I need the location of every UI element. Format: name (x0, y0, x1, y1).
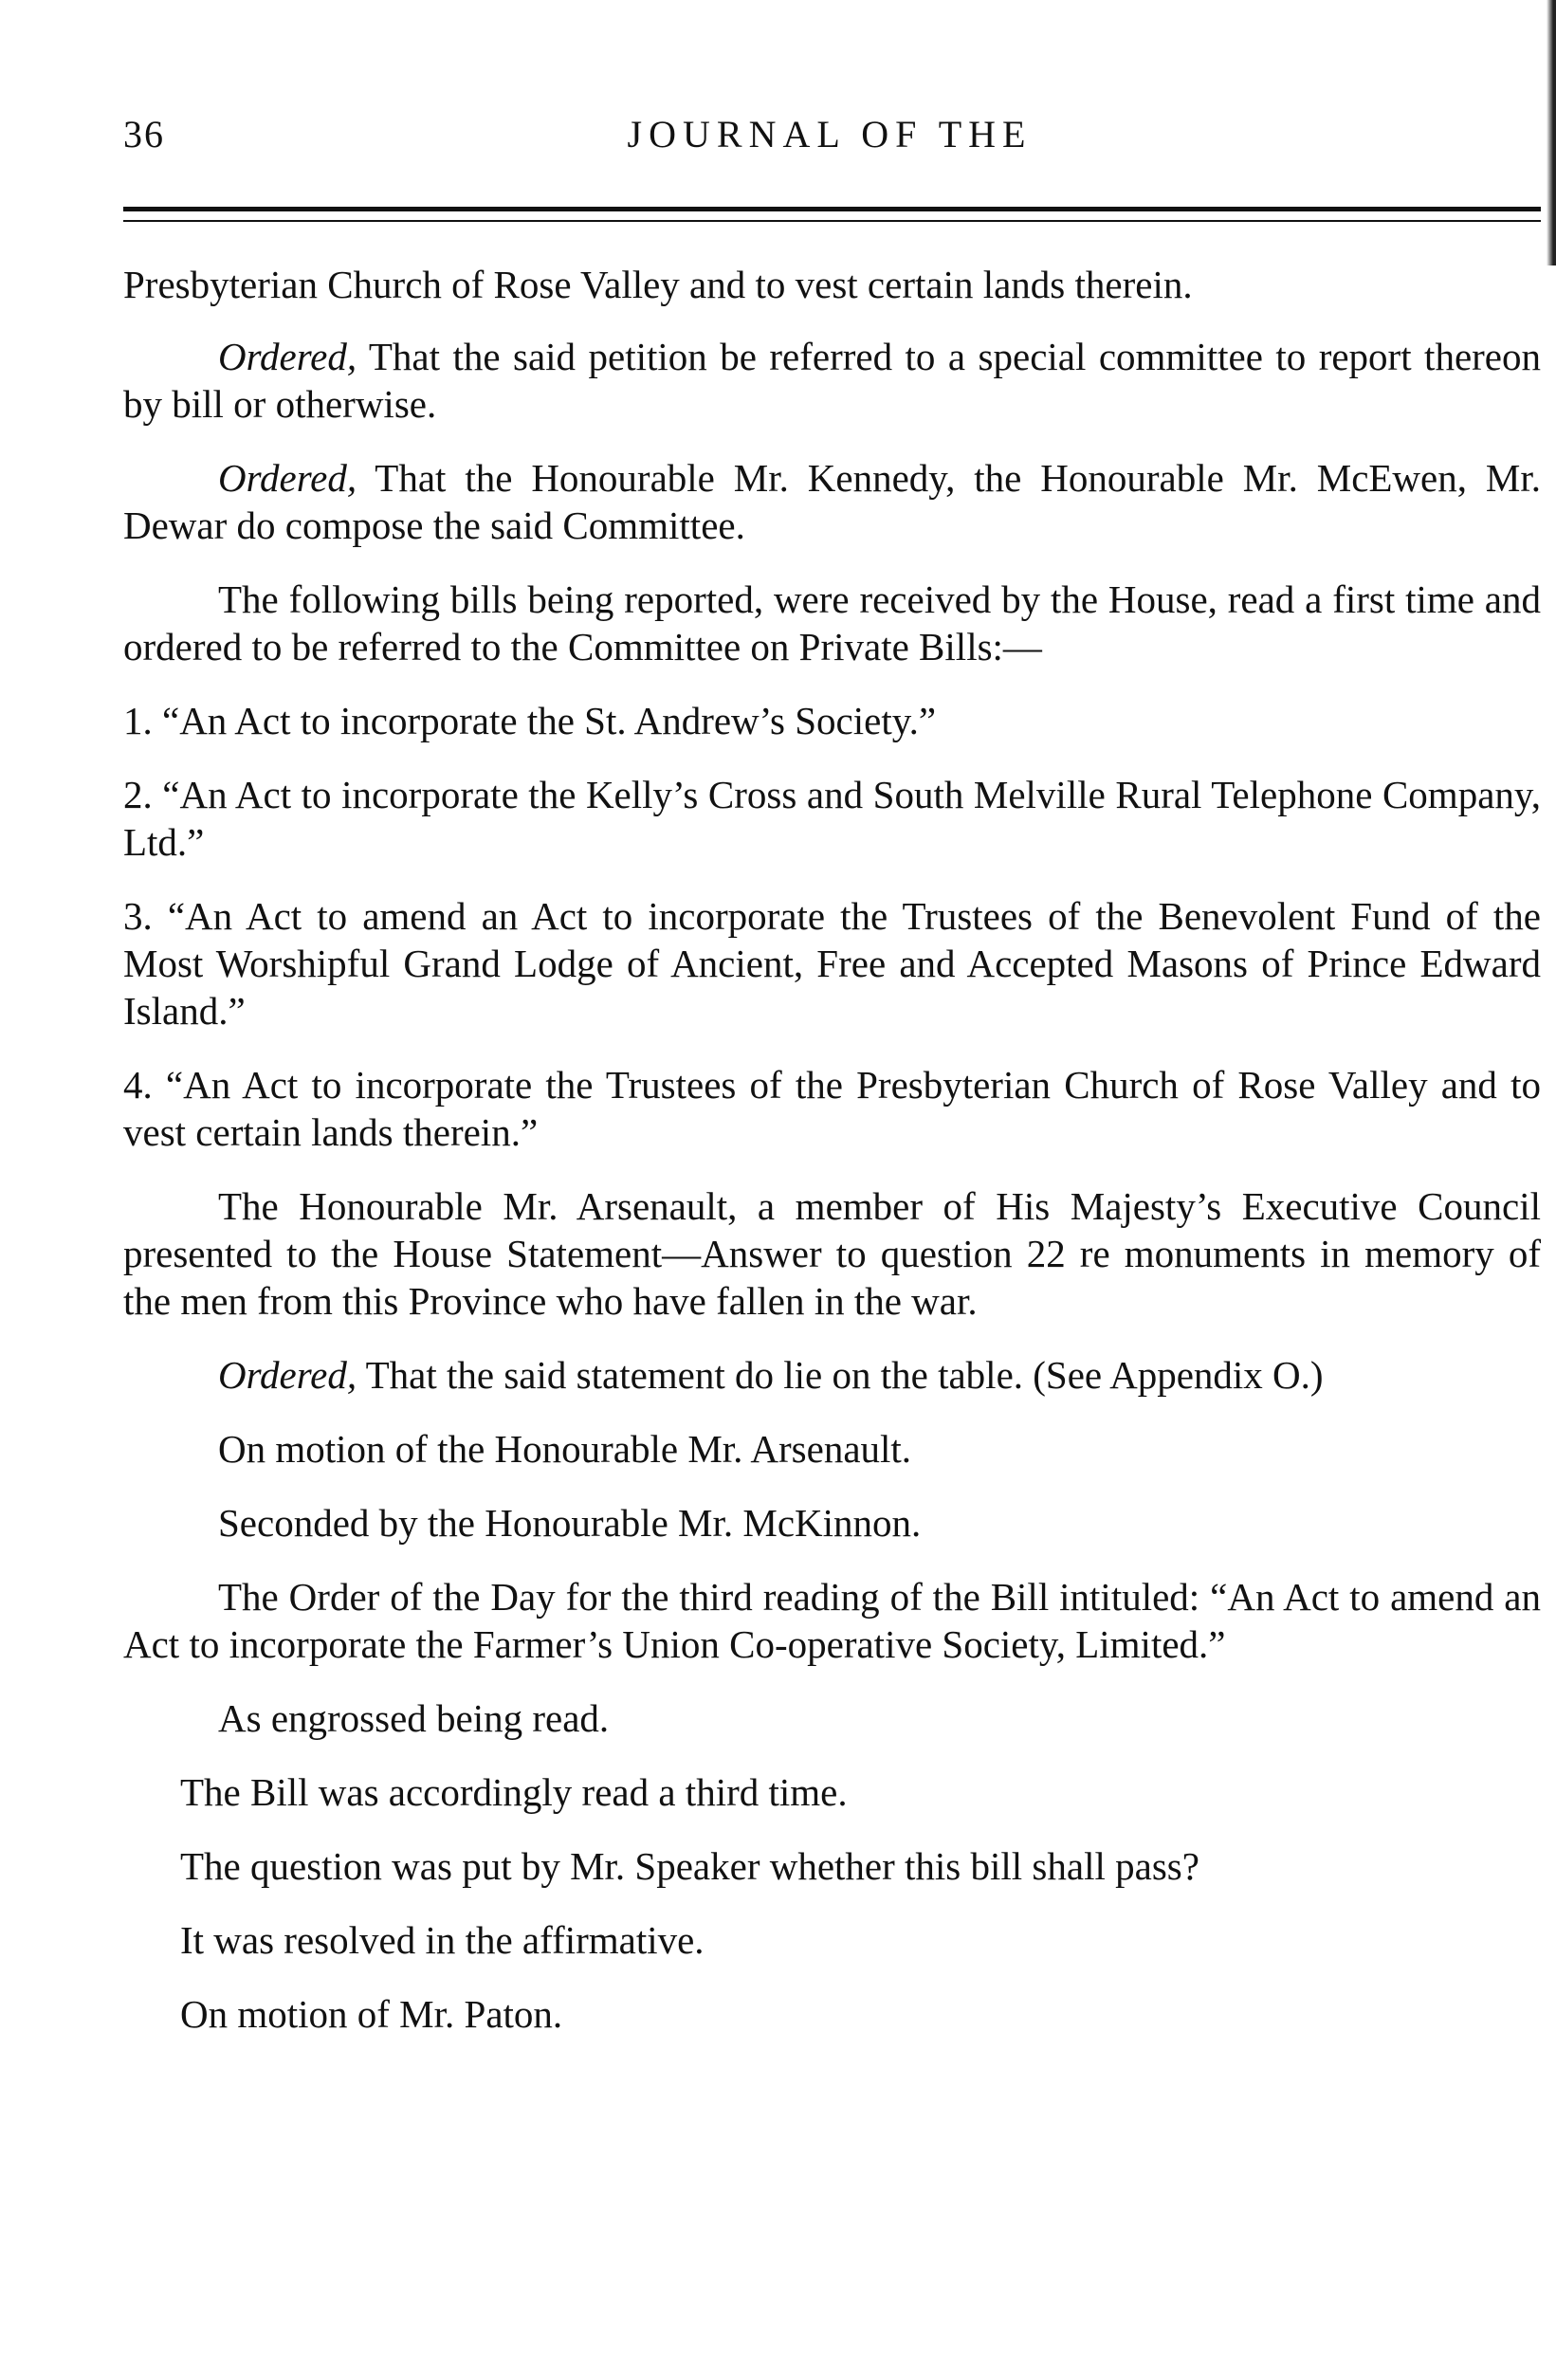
journal-body (123, 261, 1541, 2064)
paragraph-motion-arsenault: On motion of the Honourable Mr. Arsenault. (218, 1427, 912, 1471)
bill-item-2: 2. “An Act to incorporate the Kelly’s Cross and South Melville Rural Telephone Company, Ltd.” (123, 773, 1541, 864)
paragraph-ordered-committee (123, 454, 1541, 549)
bill-item-1: 1. “An Act to incorporate the St. Andrew’s Society.” (123, 699, 937, 742)
header-rule-thin (123, 220, 1541, 222)
page-number: 36 (123, 113, 165, 156)
header-rule-thick (123, 207, 1541, 211)
ordered-lead: Ordered, (218, 1353, 357, 1397)
bill-item-4: 4. “An Act to incorporate the Trustees of the Presbyterian Church of Rose Valley and to vest certain lands therein.” (123, 1063, 1541, 1154)
paragraph-ordered-table (123, 1351, 1541, 1399)
paragraph-question-put: The question was put by Mr. Speaker whether this bill shall pass? (180, 1844, 1199, 1888)
ordered-text: That the Honourable Mr. Kennedy, the Honourable Mr. McEwen, Mr. Dewar do compose the said Committee. (123, 456, 1541, 547)
page-header (123, 112, 1536, 169)
scan-edge-shadow (1547, 0, 1556, 265)
running-head: JOURNAL OF THE (627, 113, 1033, 156)
paragraph-seconded: Seconded by the Honourable Mr. McKinnon. (218, 1501, 922, 1545)
paragraph-continuation: Presbyterian Church of Rose Valley and to vest certain lands therein. (123, 263, 1193, 306)
paragraph-engrossed: As engrossed being read. (218, 1696, 610, 1740)
paragraph-resolved: It was resolved in the affirmative. (180, 1918, 705, 1962)
paragraph-ordered-refer (123, 333, 1541, 428)
bill-item-3: 3. “An Act to amend an Act to incorporate the Trustees of the Benevolent Fund of the Most Worshipful Grand Lodge of Ancient, Free and Accepted Masons of Prince Edward Island.” (123, 894, 1541, 1033)
paragraph-motion-paton: On motion of Mr. Paton. (180, 1992, 563, 2036)
ordered-text: That the said statement do lie on the table. (See Appendix O.) (357, 1353, 1324, 1397)
ordered-text: That the said petition be referred to a special committee to report thereon by bill or otherwise. (123, 335, 1541, 426)
paragraph-bills-reported: The following bills being reported, were received by the House, read a first time and ordered to be referred to the Committee on Private Bills:— (123, 577, 1541, 668)
paragraph-statement-presented: The Honourable Mr. Arsenault, a member of His Majesty’s Executive Council presented to the House Statement—Answer to question 22 re monuments in memory of the men from this Province who have fallen in the war. (123, 1184, 1541, 1323)
paragraph-third-reading: The Bill was accordingly read a third time. (180, 1770, 848, 1814)
ordered-lead: Ordered, (218, 456, 357, 500)
ordered-lead: Ordered, (218, 335, 357, 378)
paragraph-order-of-day: The Order of the Day for the third reading of the Bill intituled: “An Act to amend an Act to incorporate the Farmer’s Union Co-operative Society, Limited.” (123, 1575, 1541, 1666)
